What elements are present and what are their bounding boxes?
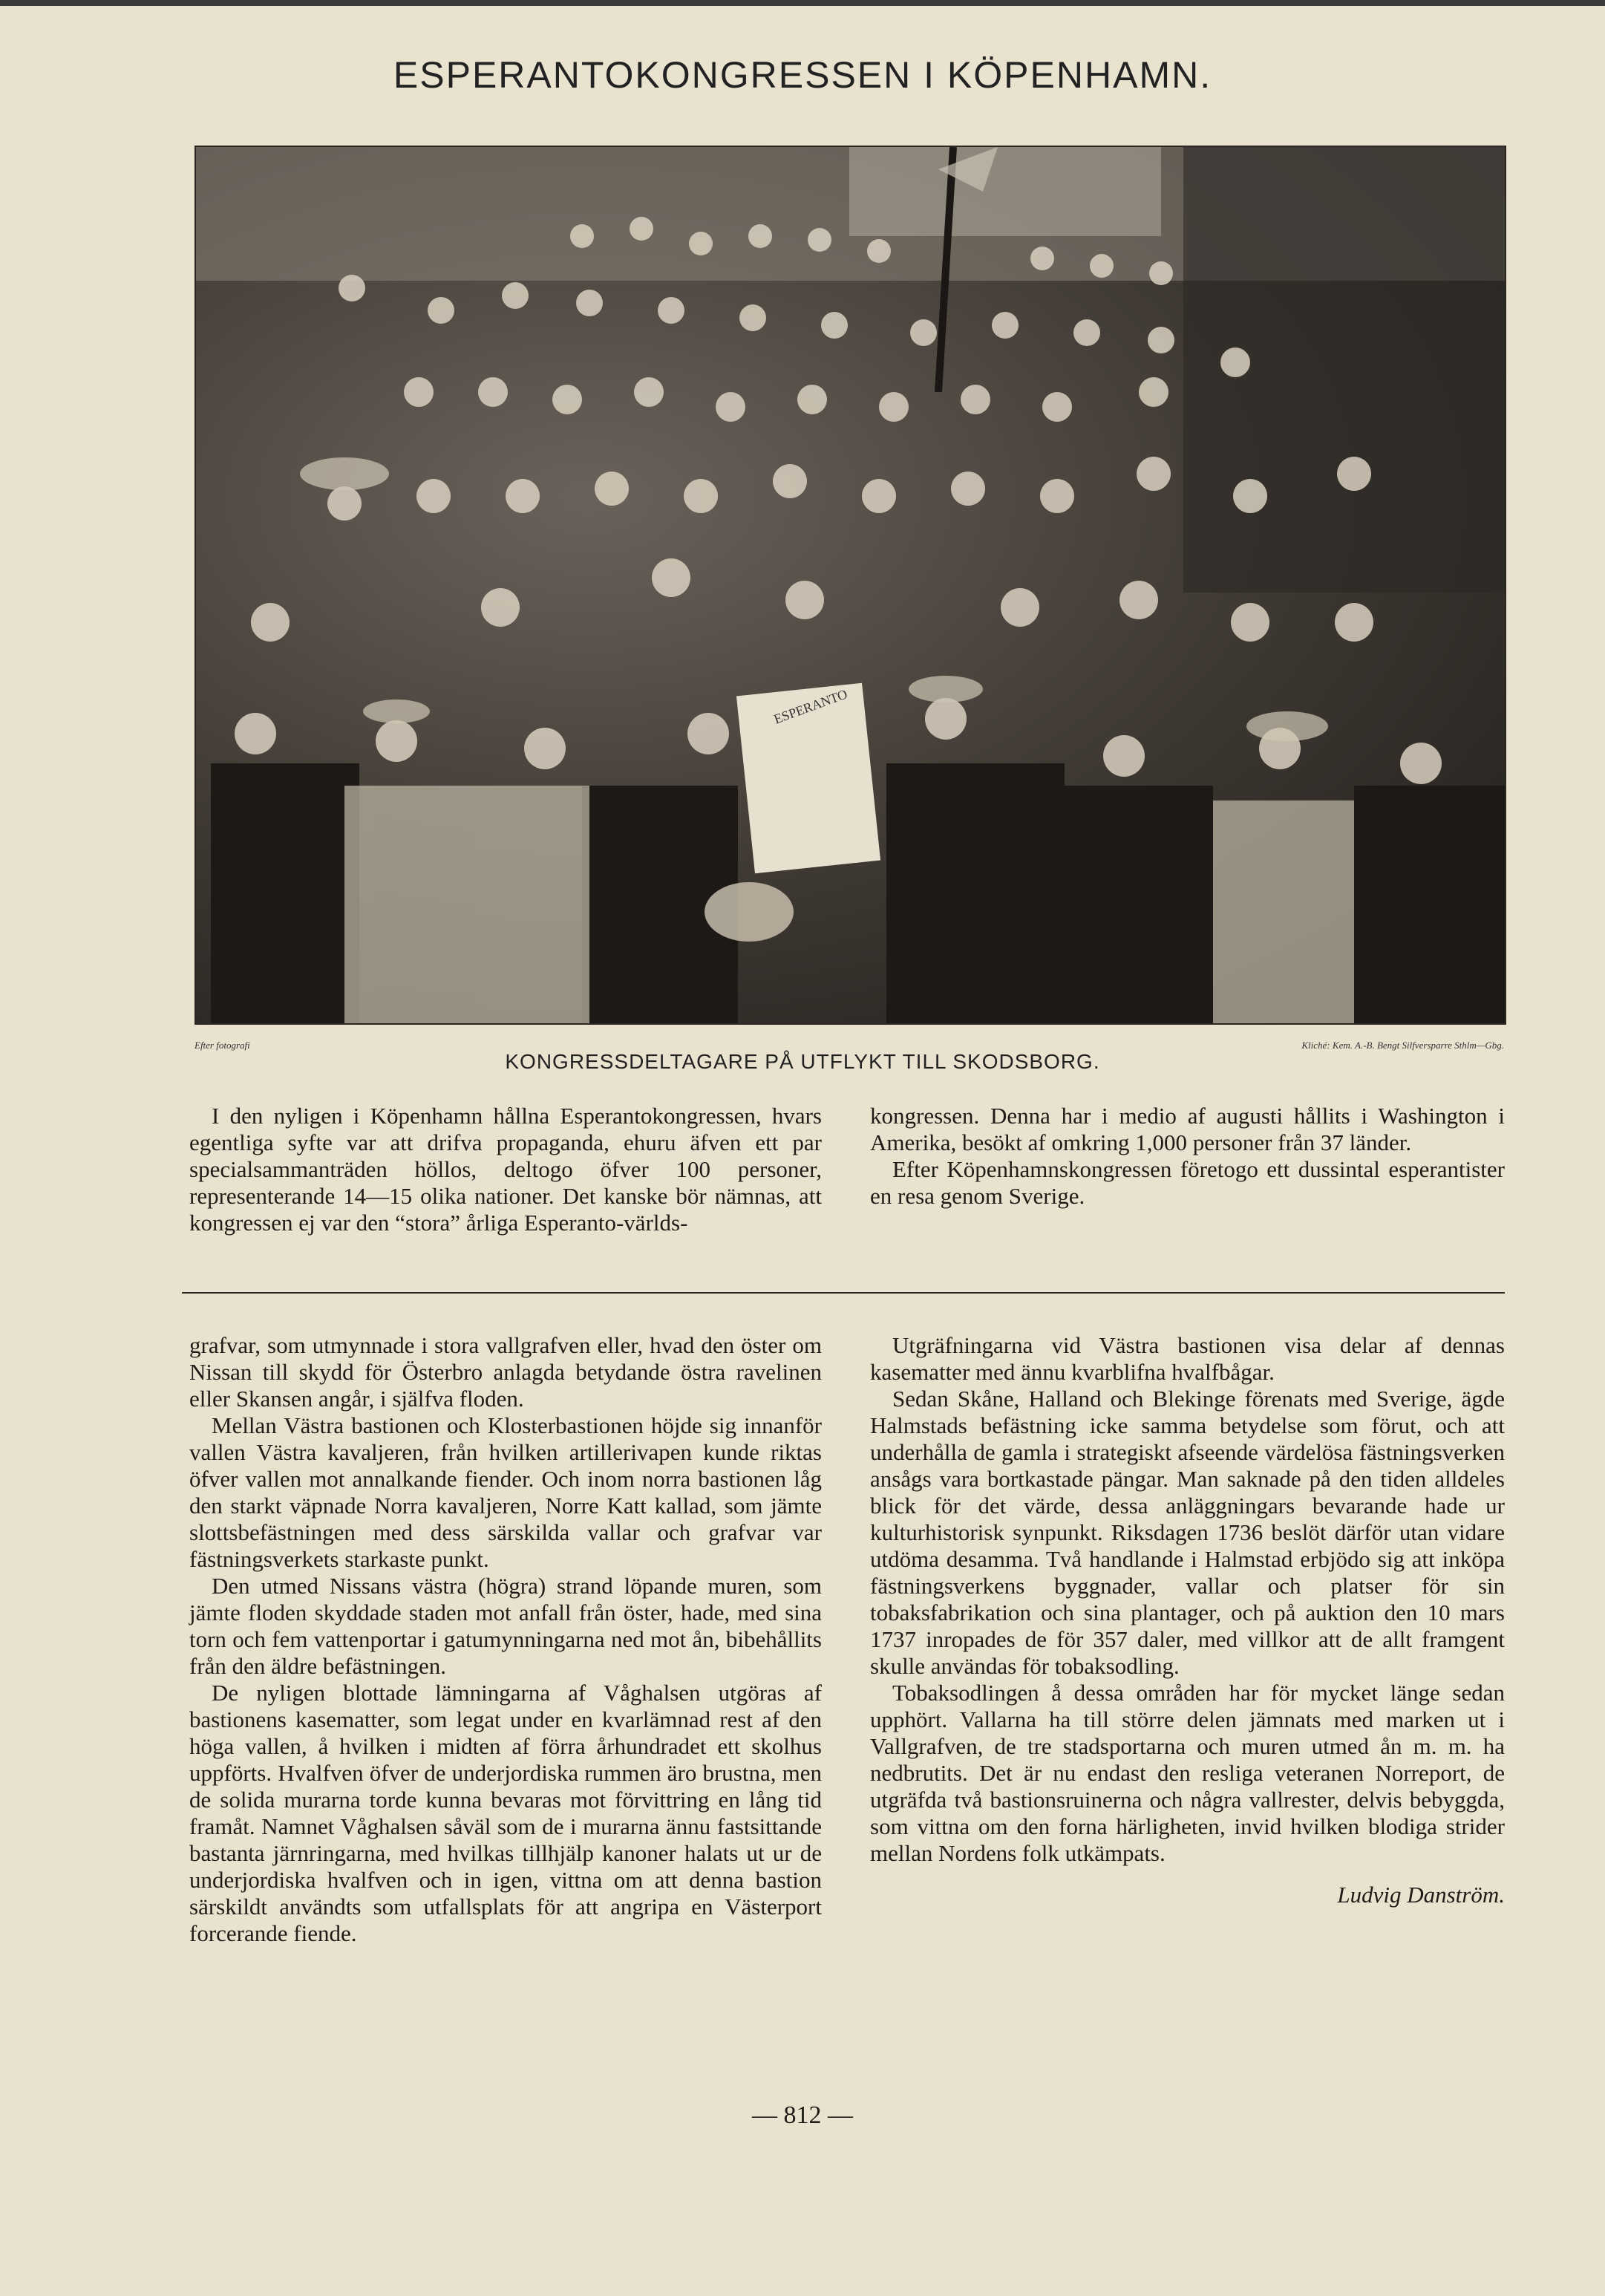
intro-paragraph: I den nyligen i Köpenhamn hållna Esperantokongressen, hvars egentliga syfte var att drifva propaganda, ehuru äfven ett par specialsammanträden höllos, deltogo öfver 100 personer, representerande 14—15 olika nationer. Det kanske bör nämnas, att kongressen ej var den “stora” årliga Esperanto-världs-: [189, 1103, 822, 1236]
group-photograph: [195, 146, 1506, 1025]
article-paragraph: Sedan Skåne, Halland och Blekinge förenats med Sverige, ägde Halmstads befästning icke samma betydelse som förut, och att underhålla de gamla i strategiskt afseende värdelösa fästningsverken ansågs vara bortkastade pängar. Man saknade på den tiden alldeles blick för det värde, dessa anläggningars bevarande hade ur kulturhistorisk synpunkt. Riksdagen 1736 beslöt därför utan vidare utdöma desamma. Två handlande i Halmstad erbjödo sig att inköpa fästningsverkens byggnader, vallar och platser för sin tobaksfabrikation och sina plantager, och på auktion den 10 mars 1737 inropades de för 357 daler, med villkor att de allt framgent skulle användas för tobaksodling.: [870, 1386, 1505, 1679]
author-signature: Ludvig Danström.: [1337, 1882, 1505, 1908]
article-paragraph: Tobaksodlingen å dessa områden har för mycket länge sedan upphört. Vallarna ha till större delen jämnats med marken ut i Vallgrafven, de tre stadsportarna och muren utmed ån m. m. ha nedbrutits. Det är nu endast den resliga veteranen Norreport, de utgräfda två bastionsruinerna och några vallrester, delvis bebyggda, som vittna om den forna härligheten, invid hvilken blodiga strider mellan Nordens folk utkämpats.: [870, 1680, 1505, 1866]
intro-paragraph: kongressen. Denna har i medio af augusti hållits i Washington i Amerika, besökt af omkring 1,000 personer från 37 länder.: [870, 1103, 1505, 1155]
article-paragraph: grafvar, som utmynnade i stora vallgrafven eller, hvad den öster om Nissan till skydd för Österbro anlagda betydande östra ravelinen eller Skansen angår, i själfva floden.: [189, 1332, 822, 1412]
page-top-edge: [0, 0, 1605, 6]
photo-illustration: [196, 147, 1505, 1023]
photo-caption: KONGRESSDELTAGARE PÅ UTFLYKT TILL SKODSBORG.: [505, 1050, 1100, 1073]
article-column-left: [189, 1332, 822, 1947]
sign-text: ESPERANTO: [771, 686, 850, 727]
article-paragraph: De nyligen blottade lämningarna af Våghalsen utgöras af bastionens kasematter, som legat under en kvarlämnad rest af den höga vallen, å hvilken i midten af förra århundradet ett skolhus uppförts. Hvalfven öfver de underjordiska rummen äro brustna, men de solida murarna torde kunna bevaras mot förvittring en lång tid framåt. Namnet Våghalsen såväl som de i murarna ännu fastsittande bastanta järnringarna, med hvilkas tillhjälp kanoner halats ut ur de underjordiska hvalfven och in igen, vittna om att denna bastion särskildt användts som utfallsplats för att angripa en Västerport forcerande fiende.: [189, 1680, 822, 1946]
page-title: ESPERANTOKONGRESSEN I KÖPENHAMN.: [393, 54, 1212, 96]
intro-paragraph: Efter Köpenhamnskongressen företogo ett dussintal esperantister en resa genom Sverige.: [870, 1156, 1505, 1209]
photo-credit-right: Kliché: Kem. A.-B. Bengt Silfversparre Sthlm—Gbg.: [1301, 1040, 1504, 1051]
section-divider: [182, 1292, 1505, 1294]
article-paragraph: Mellan Västra bastionen och Klosterbastionen höjde sig innanför vallen Västra kavaljeren, från hvilken artillerivapen kunde riktas öfver vallen mot annalkande fiender. Och inom norra bastionen låg den starkt väpnade Norra kavaljeren, Norre Katt kallad, som jämte slottsbefästningen med dess särskilda vallar och grafvar var fästningsverkets starkaste punkt.: [189, 1412, 822, 1572]
photo-credit-left: Efter fotografi: [195, 1040, 250, 1051]
article-column-right: [870, 1332, 1505, 1908]
intro-column-right: [870, 1103, 1505, 1210]
article-paragraph: Den utmed Nissans västra (högra) strand löpande muren, som jämte floden skyddade staden mot anfall från öster, hade, med sina torn och fem vattenportar i gatumynningarna ned mot ån, bibehållits från den äldre befästningen.: [189, 1573, 822, 1679]
article-paragraph: Utgräfningarna vid Västra bastionen visa delar af dennas kasematter med ännu kvarblifna hvalfbågar.: [870, 1332, 1505, 1385]
page-number: — 812 —: [752, 2101, 853, 2129]
intro-column-left: [189, 1103, 822, 1236]
